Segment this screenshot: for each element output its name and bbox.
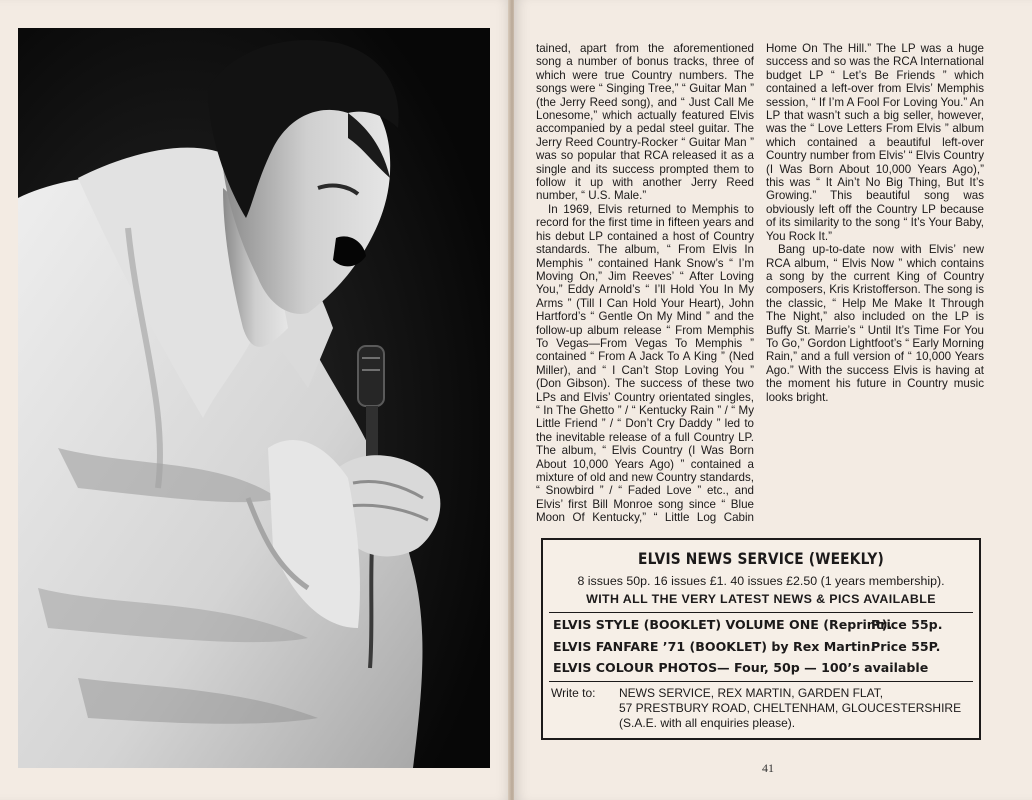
news-service-advert [541, 538, 981, 740]
advert-item-price: Price 55P. [871, 639, 941, 654]
elvis-performance-photo [18, 28, 490, 768]
address-line: 57 PRESTBURY ROAD, CHELTENHAM, GLOUCESTERSHIRE [619, 701, 962, 715]
advert-item-price: Price 55p. [871, 617, 943, 632]
advert-divider [549, 612, 973, 613]
advert-item [553, 639, 969, 654]
article-paragraph: Bang up-to-date now with Elvis’ new RCA album, “ Elvis Now ” which contains a song by the current King of Country composers, Kris Kristofferson. The song is the classic, “ Help Me Make It Through The Night,” also included on the LP is Buffy St. Marrie’s “ Until It’s Time For You To Go,” Gordon Lightfoot’s “ Early Morning Rain,” and a full version of “ 10,000 Years Ago.” With the success Elvis is having at the moment his future in Country music looks bright. [766, 243, 984, 404]
left-page [0, 0, 512, 800]
advert-item-name: ELVIS COLOUR PHOTOS [553, 660, 718, 675]
advert-item [553, 617, 969, 632]
address-line: (S.A.E. with all enquiries please). [619, 716, 796, 730]
advert-item-name: ELVIS STYLE (BOOKLET) VOLUME ONE (Reprint). [553, 617, 893, 632]
advert-address [551, 686, 971, 731]
address-line: NEWS SERVICE, REX MARTIN, GARDEN FLAT, [619, 686, 884, 700]
advert-prices: 8 issues 50p. 16 issues £1. 40 issues £2.50 (1 years membership). [577, 574, 945, 588]
article-text [536, 42, 984, 526]
advert-divider [549, 681, 973, 682]
article-paragraph: tained, apart from the aforementioned song a number of bonus tracks, three of which were true Country numbers. The songs were “ Singing Tree,” “ Guitar Man ” (the Jerry Reed song), and “ Just Call Me Lonesome,” which actually featured Elvis accompanied by a pedal steel guitar. The Jerry Reed Country-Rocker “ Guitar Man ” was so popular that RCA released it as a single and its success prompted them to follow it up with another Jerry Reed number, “ U.S. Male.” [536, 42, 754, 203]
article-paragraph: In 1969, Elvis returned to Memphis to record for the first time in fifteen years and his debut LP contained a host of Country standards. The album, “ From Elvis In Memphis ” contained Hank Snow’s “ I’m Moving On,” Jim Reeves’ “ After Loving You,” Eddy Arnold’s “ I’ll Hold You In My Arms ” (Till I Can Hold Your Heart), John Hartford’s “ Gentle On My Mind ” and the follow-up album release “ From Memphis To Vegas—From Vegas To Memphis ” contained “ From A Jack To A King ” (Ned Miller), and “ I Can’t Stop Loving You ” (Don Gibson). The success of these two LPs and Elvis’ Country orientated singles, “ In The Ghetto ” / “ Kentucky Rain ” / “ My Little Friend ” / “ Don’t Cry Daddy ” led to the inevitable release of a full Country LP. The album, “ Elvis Country (I Was Born About 10,000 Years Ago) ” contained a mixture of old and new Country standards, “ Snowbird ” / “ Faded Love ” etc., and Elvis’ first Bill Monroe song since “ Blue Moon Of Kentucky,” “ Little Log Cabin Home On The Hill.” The LP was a huge success and so was the RCA International budget LP “ Let’s Be Friends ” which contained a left-over from Elvis’ Memphis session, “ If I’m A Fool For Loving You.” An LP that wasn’t such a big seller, however, was the “ Love Letters From Elvis ” album which contained a beautiful left-over Country number from Elvis’ “ Elvis Country (I Was Born About 10,000 Years Ago),” this was “ It Ain’t No Big Thing, But It’s Growing.” This beautiful song was obviously left off the Country LP because of its similarity to the song “ It’s Your Baby, You Rock It.” [536, 42, 984, 525]
advert-tagline: WITH ALL THE VERY LATEST NEWS & PICS AVAILABLE [586, 592, 936, 606]
advert-title: ELVIS NEWS SERVICE (WEEKLY) [638, 549, 884, 568]
advert-item-price: — Four, 50p — 100’s available [717, 660, 929, 675]
write-to-label: Write to: [551, 686, 596, 700]
page-number: 41 [762, 761, 774, 775]
advert-item-name: ELVIS FANFARE ’71 (BOOKLET) by Rex Martin. [553, 639, 876, 654]
advert-item [553, 660, 969, 675]
